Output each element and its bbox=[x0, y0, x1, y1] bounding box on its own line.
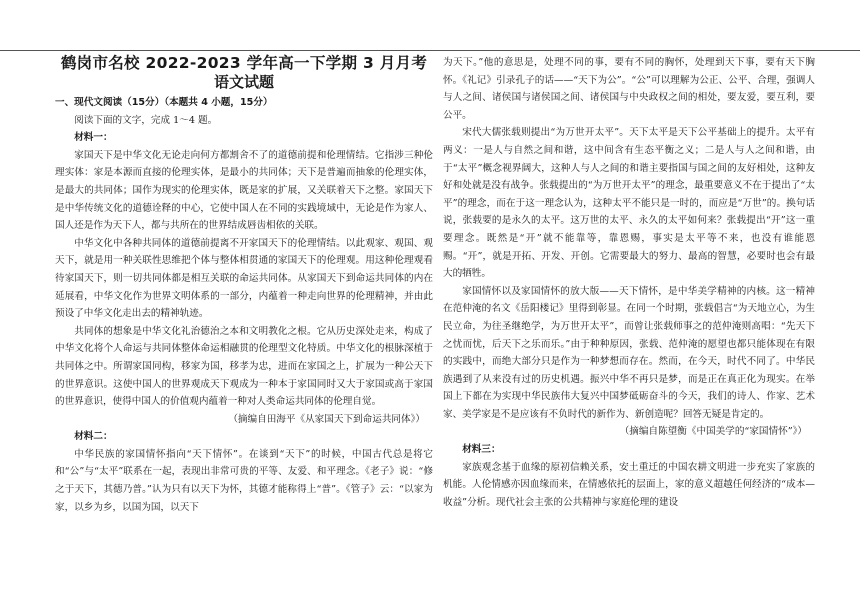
material-2-heading: 材料二： bbox=[74, 431, 113, 443]
material-2-paragraph: 家国情怀以及家国情怀的放大版——天下情怀，是中华美学精神的内核。这一精神在范仲淹的名文《岳阳楼记》里得到彰显。在同一个时期，张载倡言“为天地立心，为生民立命，为往圣继绝学，为万世开太平”，而曾让张载师事之的范仲淹则高唱：“先天下之忧而忧，后天下之乐而乐。”由于种种原因，张载、范仲淹的愿望也都只能体现在有限的实践中，而绝大部分只是作为一种梦想而存在。然而，在今天，时代不同了。中华民族遇到了从来没有过的历史机遇。振兴中华不再只是梦，而是正在真正化为现实。在举国上下都在为实现中华民族伟大复兴中国梦砥砺奋斗的今天，我们的诗人、作家、艺术家、美学家是不是应该有不负时代的新作为、新创造呢？回答无疑是肯定的。 bbox=[443, 285, 815, 420]
material-1-paragraph: 家国天下是中华文化无论走向何方都割舍不了的道德前提和伦理情结。它指涉三种伦理实体：家是本源而直接的伦理实体，是最小的共同体；天下是普遍而抽象的伦理实体，是最大的共同体；国作为现实的伦理实体，既是家的扩展，又关联着天下之整。家国天下是中华传统文化的道德诠释的中心，它使中国人在不同的实践境域中，无论是作为家人、国人还是作为天下人，都与共所在的世界结成唇齿相依的关联。 bbox=[55, 149, 433, 232]
left-column bbox=[55, 54, 433, 516]
material-3-heading: 材料三： bbox=[462, 444, 501, 456]
section-heading: 一、现代文阅读（15分）（本题共 4 小题，15分） bbox=[55, 97, 273, 108]
header-rule bbox=[0, 50, 860, 51]
material-2-continuation: 为天下。”他的意思是，处理不同的事，要有不同的胸怀，处理到天下事，要有天下胸怀。《礼记》引录孔子的话——“天下为公”。“公”可以理解为公正、公平、合理，强调人与人之间、诸侯国与诸侯国之间、诸侯国与中央政权之间的相处，要友爱，要互利，要公平。 bbox=[443, 57, 815, 121]
exam-subtitle: 语文试题 bbox=[213, 73, 274, 91]
material-2-paragraph: 中华民族的家国情怀指向“天下情怀”。在谈到“天下”的时候，中国古代总是将它和“公”与“太平”联系在一起，表现出非常可贵的平等、友爱、和平理念。《老子》说：“修之于天下，其德乃普。”认为只有以天下为怀，其德才能称得上“普”。《管子》云：“以家为家，以乡为乡，以国为国，以天下 bbox=[55, 448, 433, 513]
exam-title: 鹤岗市名校 2022-2023 学年高一下学期 3 月月考 bbox=[60, 54, 428, 72]
material-1-paragraph: 共同体的想象是中华文化礼治德治之本和文明教化之根。它从历史深处走来，构成了中华文化将个人命运与共同体整体命运相融贯的伦理型文化特质。中华文化的根脉深植于共同体之中。所谓家国同构，移家为国，移孝为忠，进而在家国之上，扩展为一种公天下的世界意识。这使中国人的世界观成天下观成为一种本于家国同时又大于家国或高于家国的世界意识，使得中国人的价值观内蕴着一种对人类命运共同体的伦理自觉。 bbox=[55, 325, 433, 408]
material-2-paragraph: 宋代大儒张载则提出“为万世开太平”。天下太平是天下公平基础上的提升。太平有两义：一是人与自然之间和谐，这中间含有生态平衡之义；二是人与人之间和谐，由于“太平”概念视界阔大，这种人与人之间的和谐主要指国与国之间的友好相处，这种友好和处就是没有战争。张载提出的“为万世开太平”的理念，最重要意义不在于提出了“太平”的理念，而在于这一理念认为，这种太平不能只是一时的，而应是“万世”的。换句话说，张载要的是永久的太平。这万世的太平、永久的太平如何来？张载提出“开”这一重要理念。既然是“开”就不能靠等，靠恩赐，事实是太平等不来，也没有谁能恩赐。“开”，就是开拓、开发、开创。它需要最大的努力、最高的智慧，必要时也会有最大的牺牲。 bbox=[443, 127, 815, 280]
material-1-source: （摘编自田海平《从家国天下到命运共同体》） bbox=[228, 413, 425, 425]
material-1-paragraph: 中华文化中各种共同体的道德前提离不开家国天下的伦理情结。以此观家、观国、观天下，就是用一种关联性思维把个体与整体相贯通的家国天下的伦理观。用这种伦理观看待家国天下，则一切共同体都是相互关联的命运共同体。从家国天下到命运共同体的内在延展看，中华文化作为世界文明体系的一部分，内蕴着一种走向世界的伦理精神，并由此预设了中华文化走出去的精神轨迹。 bbox=[55, 237, 433, 320]
material-3-paragraph: 家族观念基于血缘的原初信赖关系，安土重迁的中国农耕文明进一步充实了家族的机能。人伦情感亦因血缘而来，在情感依托的层面上，家的意义超越任何经济的“成本—收益”分析。现代社会主张的公共精神与家庭伦理的建设 bbox=[443, 461, 815, 508]
right-column bbox=[443, 54, 815, 511]
material-2-source: （摘编自陈望衡《中国美学的“家国情怀”》） bbox=[619, 426, 807, 438]
material-1-heading: 材料一： bbox=[74, 132, 113, 144]
instruction: 阅读下面的文字，完成 1～4 题。 bbox=[74, 114, 218, 126]
